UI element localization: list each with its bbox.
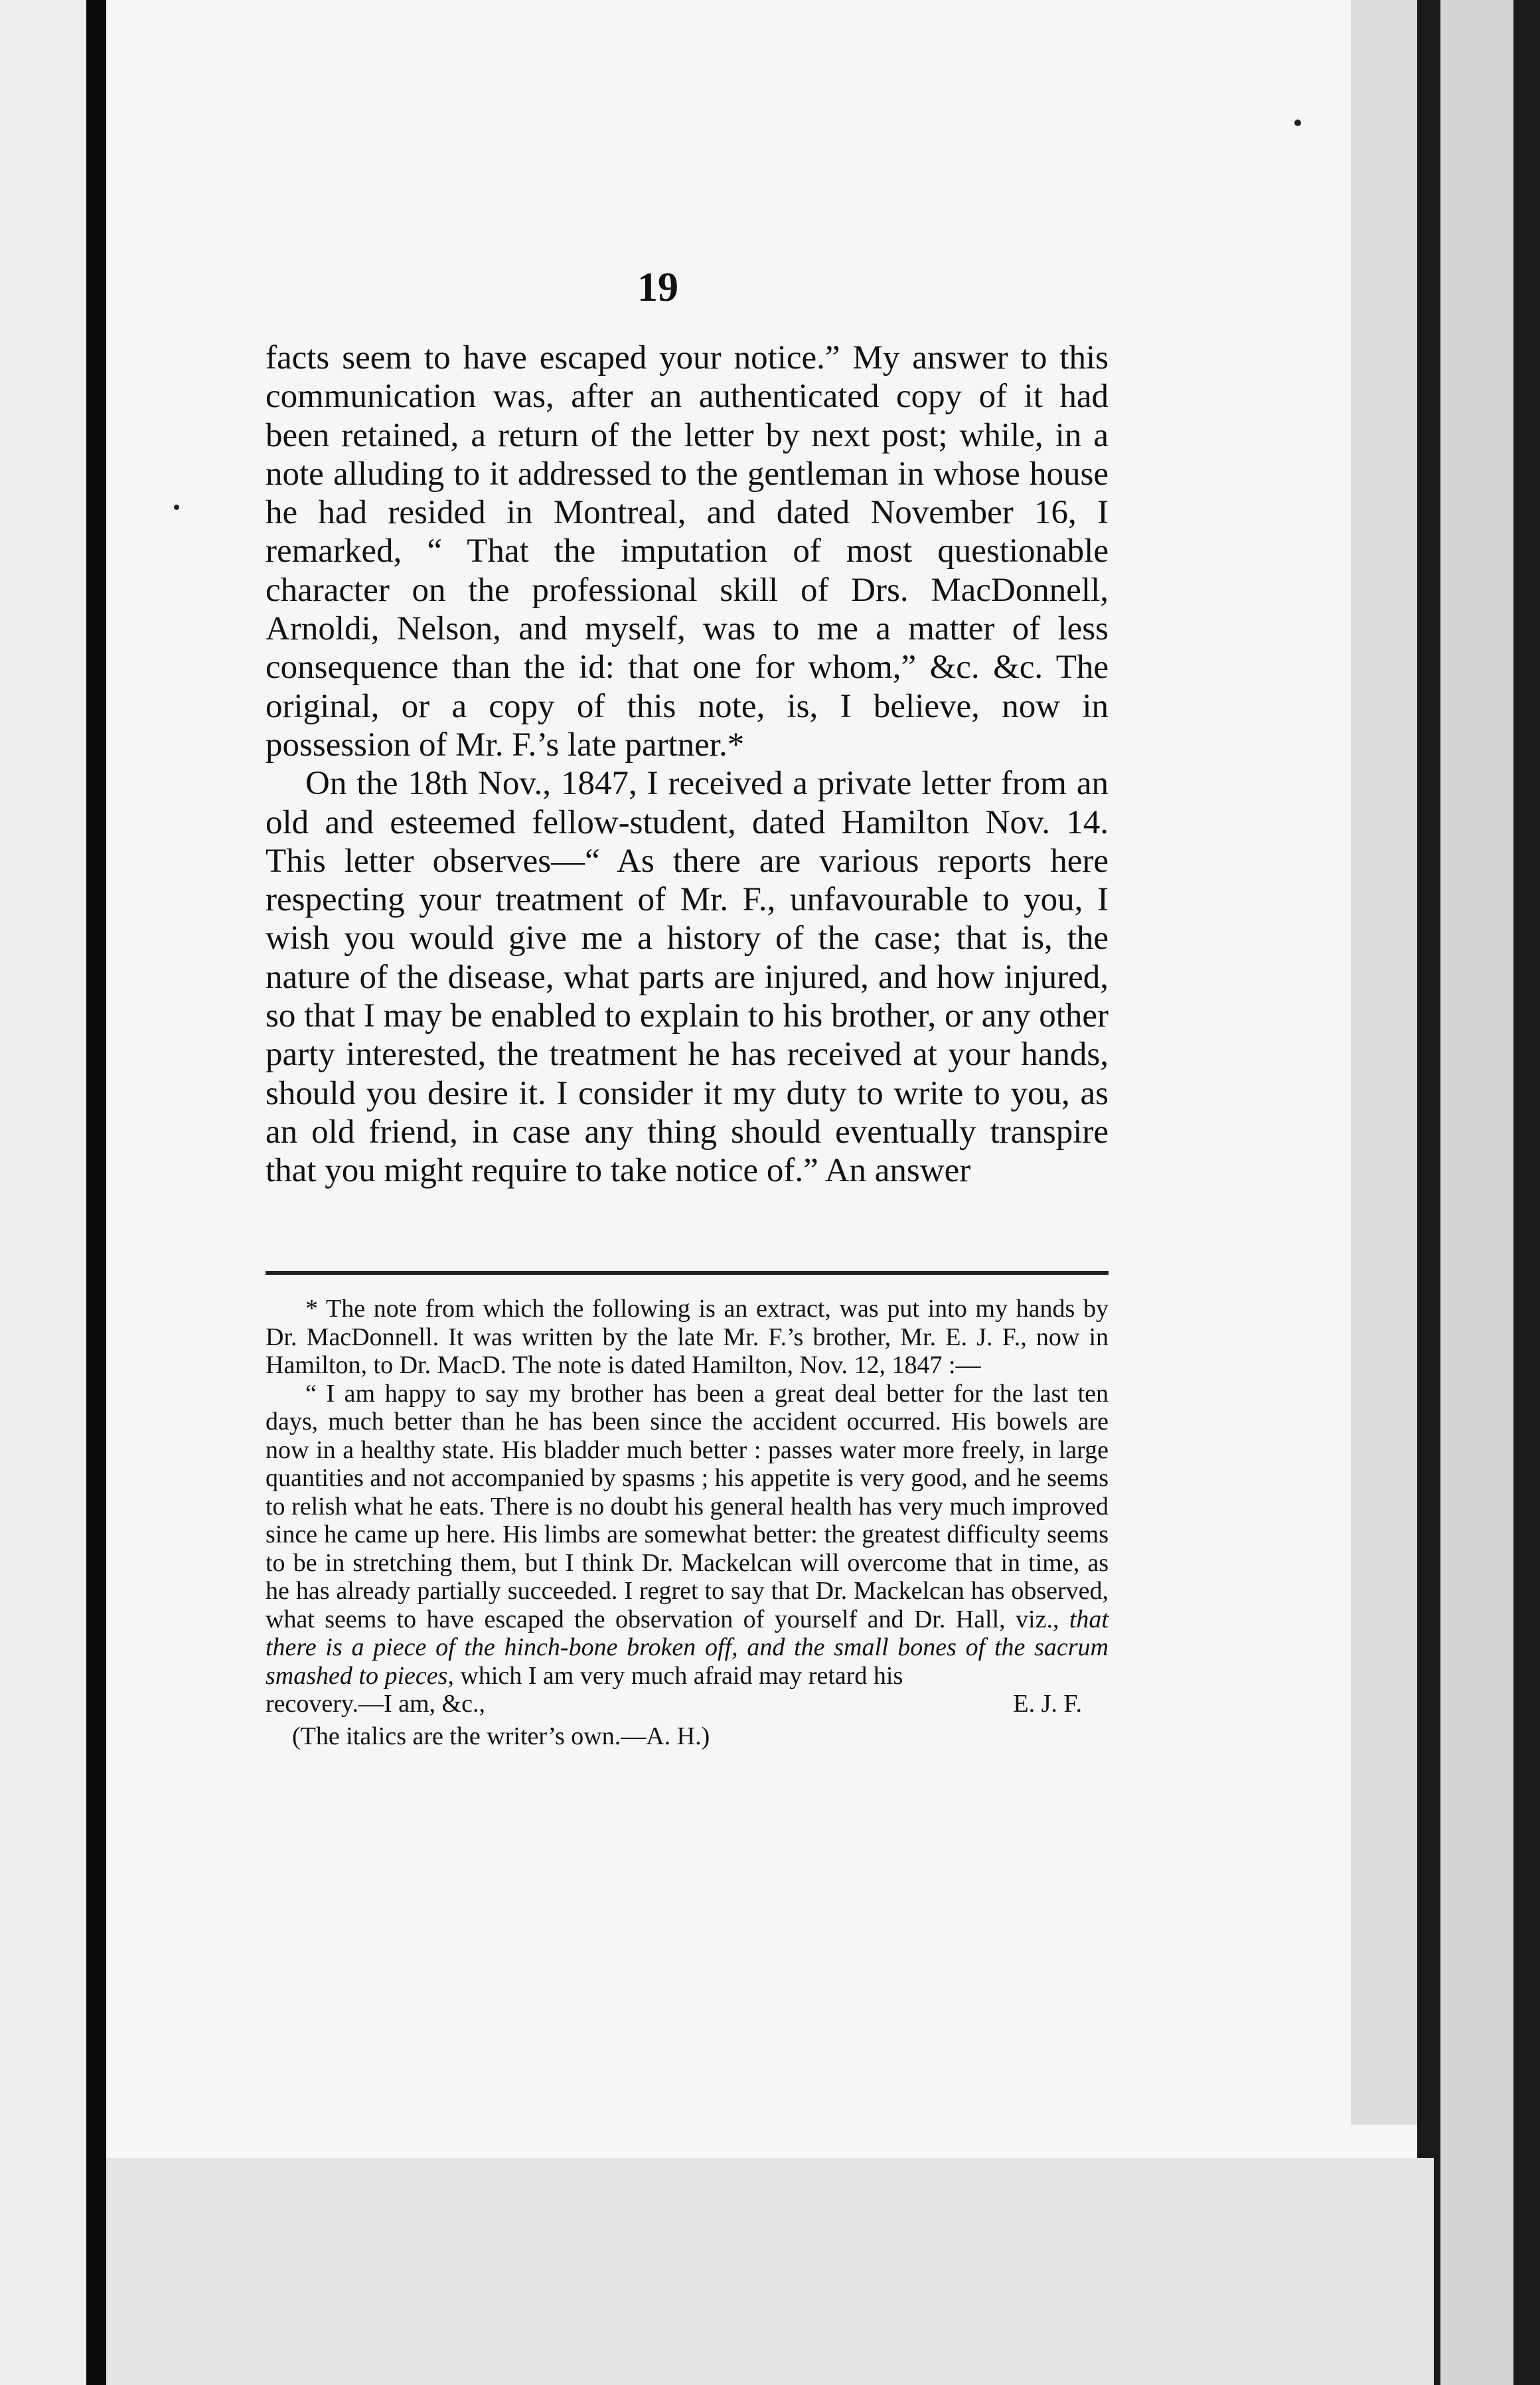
page-edge-shadow xyxy=(1351,0,1417,2125)
quote-text-end: which I am very much afraid may retard his xyxy=(460,1661,903,1690)
footnote-divider xyxy=(266,1271,1109,1275)
footnote-intro: * The note from which the following is an extract, was put into my hands by Dr. MacDonnell. It was written by the late Mr. F.’s brother, Mr. E. J. F., now in Hamilton, to Dr. MacD. The note is dated Hamilton, Nov. 12, 1847 :— xyxy=(266,1295,1109,1379)
book-cover-edge xyxy=(1440,0,1513,2385)
footnote-closing: recovery.—I am, &c., xyxy=(266,1690,485,1718)
footnote xyxy=(266,1295,1109,1750)
scan-speck xyxy=(174,505,179,510)
quote-italic-text: that there is a piece of the hinch-bone broken off, and the small bones of the sacrum smashed to pieces, xyxy=(266,1605,1109,1690)
facing-page-edge xyxy=(0,0,86,2385)
scan-speck xyxy=(1294,120,1301,126)
page-number: 19 xyxy=(637,265,678,310)
page-bottom-margin xyxy=(106,2158,1434,2385)
footnote-signature: E. J. F. xyxy=(1013,1690,1082,1718)
footnote-closing-row xyxy=(266,1690,1109,1718)
book-gutter xyxy=(86,0,106,2385)
body-text xyxy=(266,339,1109,1191)
footnote-italics-note: (The italics are the writer’s own.—A. H.) xyxy=(292,1722,710,1750)
footnote-quote xyxy=(266,1380,1109,1690)
quote-text: “ I am happy to say my brother has been a great deal better for the last ten days, much better than he has been since the accident occurred. His bowels are now in a healthy state. His bladder much better : passes water more freely, in large quantities and not accompanied by spasms ; his appetite is very good, and he seems to relish what he eats. There is no doubt his general health has very much improved since he came up here. His limbs are somewhat better: the greatest difficulty seems to be in stretching them, but I think Dr. Mackelcan will overcome that in time, as he has already partially succeeded. I regret to say that Dr. Mackelcan has observed, what seems to have escaped the observation of yourself and Dr. Hall, viz., xyxy=(266,1379,1109,1633)
paragraph: On the 18th Nov., 1847, I received a private letter from an old and esteemed fellow-student, dated Hamilton Nov. 14. This letter observes—“ As there are various reports here respecting your treatment of Mr. F., unfavourable to you, I wish you would give me a history of the case; that is, the nature of the disease, what parts are injured, and how injured, so that I may be enabled to explain to his brother, or any other party interested, the treatment he has received at your hands, should you desire it. I consider it my duty to write to you, as an old friend, in case any thing should eventually transpire that you might require to take notice of.” An answer xyxy=(266,765,1109,1190)
paragraph: facts seem to have escaped your notice.” My answer to this communication was, after an authenticated copy of it had been retained, a return of the letter by next post; while, in a note alluding to it addressed to the gentleman in whose house he had resided in Montreal, and dated November 16, I remarked, “ That the imputation of most questionable character on the professional skill of Drs. MacDonnell, Arnoldi, Nelson, and myself, was to me a matter of less consequence than the id: that one for whom,” &c. &c. The original, or a copy of this note, is, I believe, now in possession of Mr. F.’s late partner.* xyxy=(266,339,1109,764)
